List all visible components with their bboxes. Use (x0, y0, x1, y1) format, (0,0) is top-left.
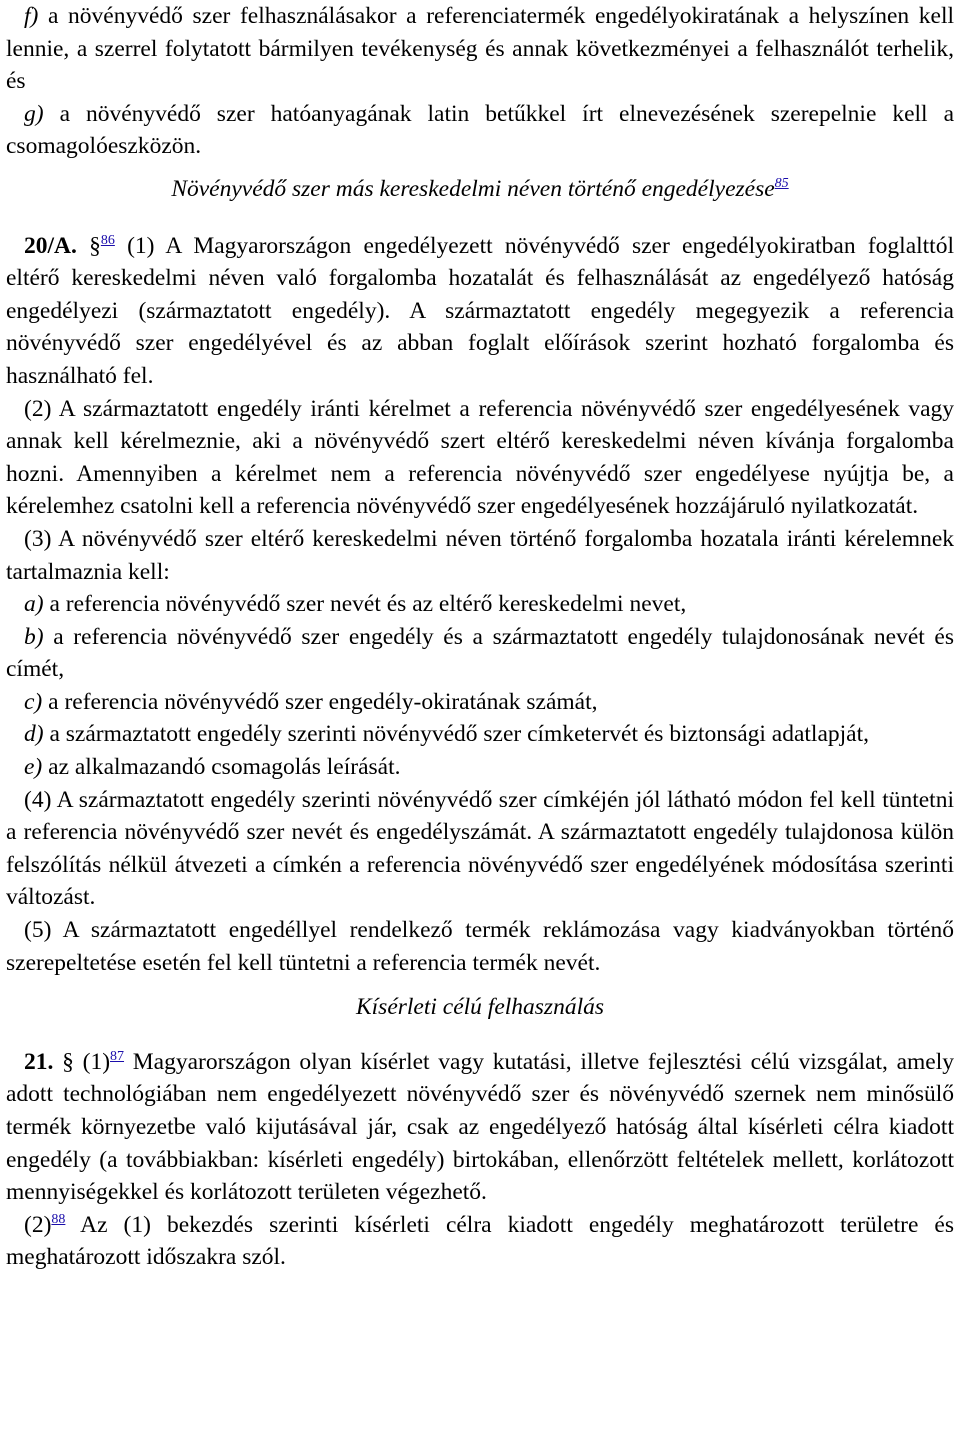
section-20a-paragraph-3 (6, 523, 954, 588)
section-heading-derived-authorization (6, 173, 954, 206)
section-21-paragraph-1 (6, 1046, 954, 1209)
section-number: 20/A. (24, 232, 77, 259)
paragraph-text: Magyarországon olyan kísérlet vagy kutatási, illetve fejlesztési célú vizsgálat, amely adott technológiában nem engedélyezett növényvédő szer és növényvédő szernek nem minősülő termék környezetbe való kijutásával jár, csak az engedélyező hatóság által kísérleti célra kiadott engedély (a továbbiakban: kísérleti engedély) birtokában, ellenőrzött feltételek mellett, korlátozott mennyiségekkel és korlátozott területen végezhető. (6, 1048, 955, 1206)
footnote-link[interactable]: 88 (51, 1211, 66, 1227)
item-label: d) (24, 721, 44, 748)
heading-text: Növényvédő szer más kereskedelmi néven történő engedélyezése (171, 175, 775, 202)
section-sign: § (62, 1048, 74, 1075)
section-20a-paragraph-2 (6, 393, 954, 523)
section-heading-experimental-use (6, 991, 954, 1024)
list-item-f (6, 0, 954, 98)
paragraph-text: (4) A származtatott engedély szerinti növényvédő szer címkéjén jól látható módon fel kell tüntetni a referencia növényvédő szer nevét és engedélyszámát. A származtatott engedély tulajdonosa külön felszólítás nélkül átvezeti a címkén a referencia növényvédő szer engedélyének módosítása szerinti változást. (6, 786, 954, 911)
item-text: a növényvédő szer hatóanyagának latin betűkkel írt elnevezésének szerepelnie kell a csomagolóeszközön. (6, 100, 954, 160)
section-20a-paragraph-5 (6, 914, 954, 979)
footnote-link[interactable]: 85 (774, 175, 789, 191)
list-item-a (6, 588, 954, 621)
list-item-g (6, 98, 954, 163)
item-text: a referencia növényvédő szer engedély-okiratának számát, (48, 688, 598, 715)
section-20a-paragraph-4 (6, 784, 954, 914)
paragraph-text: Az (1) bekezdés szerinti kísérleti célra kiadott engedély meghatározott területre és meghatározott időszakra szól. (6, 1211, 954, 1271)
paragraph-number: (1) (82, 1048, 111, 1075)
paragraph-text: (1) A Magyarországon engedélyezett növényvédő szer engedélyokiratban foglalttól eltérő kereskedelmi néven való forgalomba hozatalát és felhasználását az engedélyező hatóság engedélyezi (származtatott engedély). A származtatott engedély megegyezik a referencia növényvédő szer engedélyével és az abban foglalt előírások szerint hozható forgalomba és használható fel. (6, 232, 954, 389)
item-text: a referencia növényvédő szer nevét és az eltérő kereskedelmi nevet, (49, 591, 687, 618)
paragraph-text: (2) A származtatott engedély iránti kérelmet a referencia növényvédő szer engedélyesének vagy annak kell kérelmeznie, aki a növényvédő szert eltérő kereskedelmi néven kívánja forgalomba hozni. Amennyiben a kérelmet nem a referencia növényvédő szer engedélyese nyújtja be, a kérelemhez csatolni kell a referencia növényvédő szer engedélyesének hozzájáruló nyilatkozatát. (6, 395, 954, 520)
item-label: c) (24, 688, 43, 715)
paragraph-number: (2) (24, 1211, 52, 1238)
item-label: e) (24, 754, 43, 781)
footnote-link[interactable]: 86 (100, 232, 115, 248)
section-20a-paragraph-1 (6, 230, 954, 393)
item-label: g) (24, 100, 44, 127)
paragraph-text: (3) A növényvédő szer eltérő kereskedelmi néven történő forgalomba hozatala iránti kérelemnek tartalmaznia kell: (6, 525, 954, 585)
list-item-d (6, 718, 954, 751)
footnote-link[interactable]: 87 (110, 1048, 125, 1064)
item-text: a származtatott engedély szerinti növényvédő szer címketervét és biztonsági adatlapját, (49, 721, 870, 748)
item-text: az alkalmazandó csomagolás leírását. (48, 754, 401, 781)
list-item-e (6, 751, 954, 784)
item-label: f) (24, 3, 39, 29)
paragraph-text: (5) A származtatott engedéllyel rendelkező termék reklámozása vagy kiadványokban történő szerepeltetése esetén fel kell tüntetni a referencia termék nevét. (6, 917, 954, 976)
section-sign: § (89, 232, 101, 259)
section-number: 21. (24, 1048, 54, 1075)
heading-text: Kísérleti célú felhasználás (355, 994, 605, 1021)
item-text: a növényvédő szer felhasználásakor a referenciatermék engedélyokiratának a helyszínen kell lennie, a szerrel folytatott bármilyen tevékenység és annak következményei a felhasználót terhelik, és (6, 3, 955, 95)
item-label: b) (24, 623, 44, 650)
list-item-b (6, 621, 954, 686)
list-item-c (6, 686, 954, 719)
section-21-paragraph-2 (6, 1209, 954, 1274)
item-text: a referencia növényvédő szer engedély és a származtatott engedély tulajdonosának nevét és címét, (6, 623, 955, 683)
item-label: a) (24, 591, 44, 618)
